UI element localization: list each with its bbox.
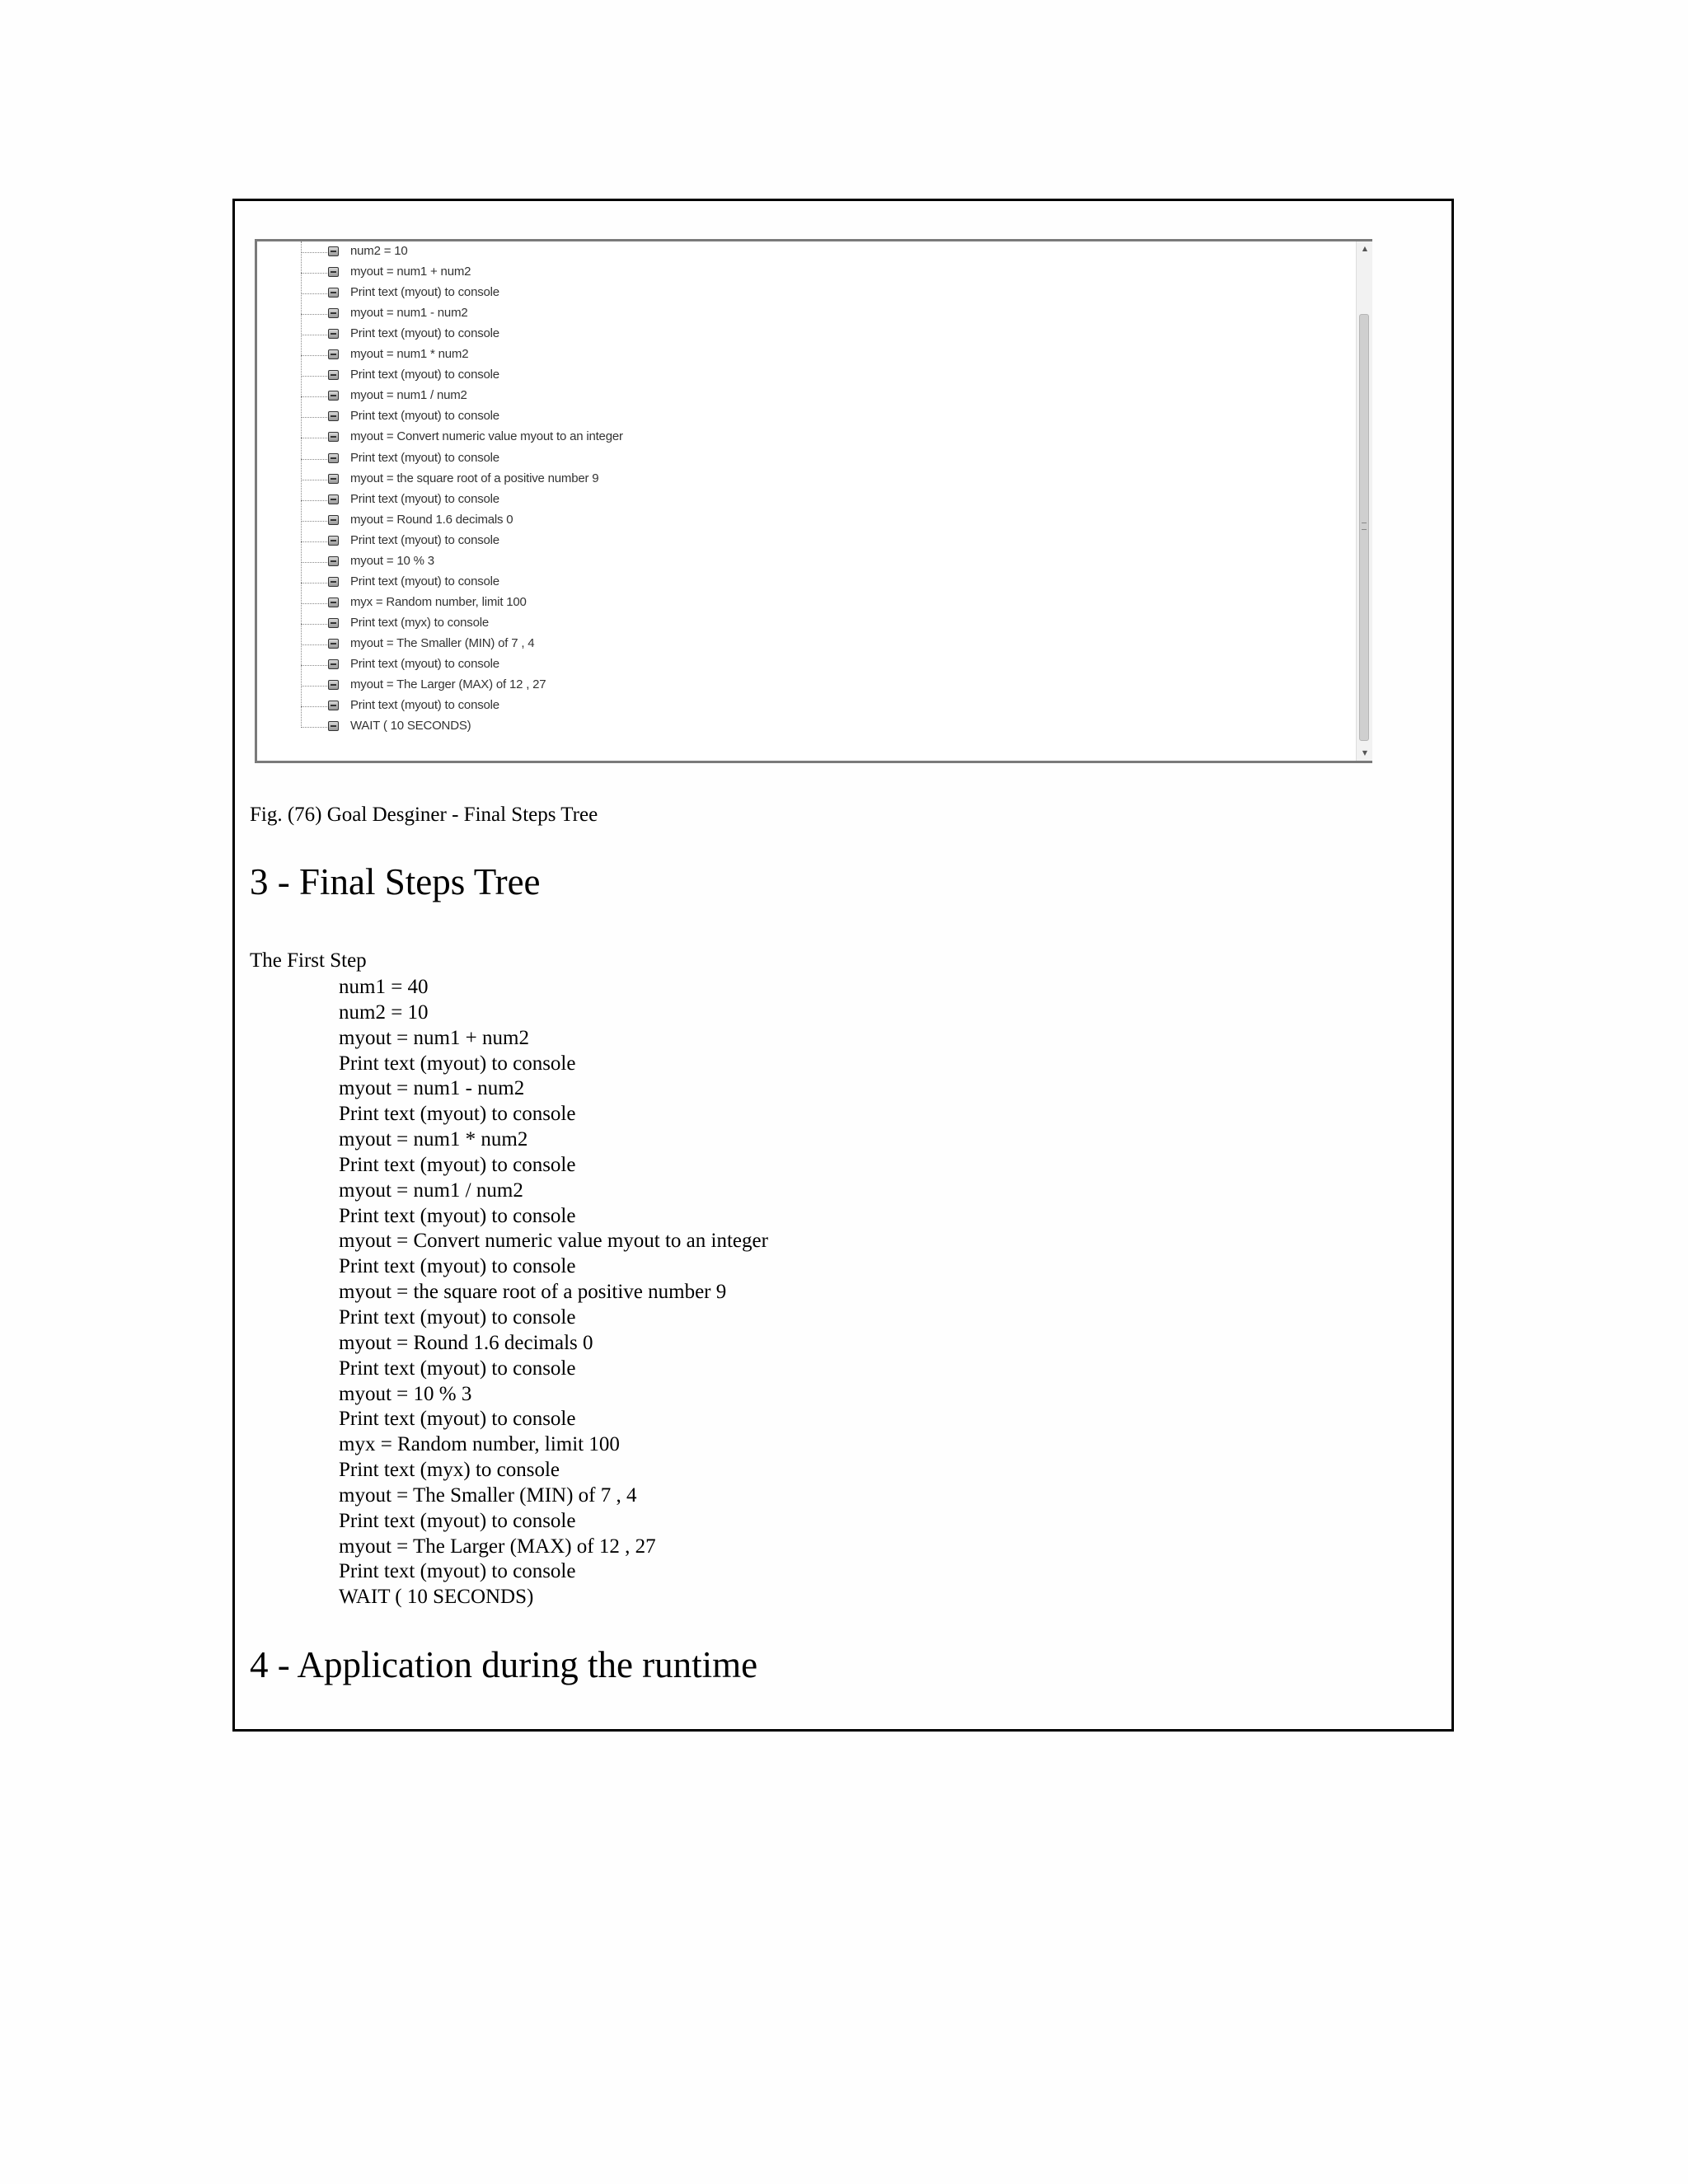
step-line: myout = Round 1.6 decimals 0 — [339, 1331, 593, 1354]
step-icon — [328, 411, 339, 421]
tree-item-label: myout = num1 - num2 — [350, 306, 468, 321]
tree-item-label: Print text (myout) to console — [350, 285, 499, 300]
step-icon — [328, 515, 339, 525]
tree-branch-line — [301, 644, 327, 645]
tree-item-label: myout = num1 * num2 — [350, 347, 469, 362]
tree-item-label: myout = Round 1.6 decimals 0 — [350, 512, 513, 527]
step-line: myout = num1 / num2 — [339, 1179, 523, 1202]
tree-item[interactable] — [257, 655, 1356, 676]
step-line: myout = num1 * num2 — [339, 1128, 528, 1151]
tree-item-label: myout = The Larger (MAX) of 12 , 27 — [350, 677, 546, 692]
step-icon — [328, 618, 339, 628]
tree-item[interactable] — [257, 635, 1356, 655]
tree-item-label: Print text (myout) to console — [350, 368, 499, 382]
step-icon — [328, 370, 339, 380]
step-icon — [328, 659, 339, 669]
tree-item[interactable] — [257, 717, 1356, 738]
step-line: myout = The Smaller (MIN) of 7 , 4 — [339, 1483, 637, 1507]
step-line: myx = Random number, limit 100 — [339, 1433, 620, 1456]
step-line: Print text (myx) to console — [339, 1459, 560, 1482]
step-icon — [328, 391, 339, 401]
step-line: myout = Convert numeric value myout to an integer — [339, 1230, 768, 1253]
step-line: myout = The Larger (MAX) of 12 , 27 — [339, 1535, 656, 1558]
tree-branch-line — [301, 541, 327, 542]
step-icon — [328, 432, 339, 442]
tree-branch-line — [301, 665, 327, 666]
step-icon — [328, 494, 339, 504]
step-line: myout = num1 + num2 — [339, 1026, 529, 1049]
tree-item-label: Print text (myout) to console — [350, 409, 499, 424]
tree-branch-line — [301, 252, 327, 253]
tree-branch-line — [301, 293, 327, 294]
step-line: num2 = 10 — [339, 1001, 429, 1024]
step-icon — [328, 577, 339, 587]
step-line: myout = 10 % 3 — [339, 1382, 472, 1405]
step-icon — [328, 308, 339, 318]
tree-item-label: Print text (myout) to console — [350, 532, 499, 547]
tree-item[interactable] — [257, 511, 1356, 532]
tree-branch-line — [301, 521, 327, 522]
tree-item-label: num2 = 10 — [350, 244, 408, 258]
tree-item[interactable] — [257, 263, 1356, 284]
tree-item-label: myout = num1 / num2 — [350, 388, 467, 403]
step-icon — [328, 556, 339, 566]
tree-branch-line — [301, 624, 327, 625]
scroll-down-icon[interactable]: ▼ — [1362, 749, 1368, 757]
step-icon — [328, 721, 339, 731]
tree-item-label: myout = Convert numeric value myout to an integer — [350, 429, 623, 444]
step-line: Print text (myout) to console — [339, 1052, 576, 1075]
tree-item[interactable] — [257, 304, 1356, 325]
step-icon — [328, 349, 339, 359]
tree-item-label: Print text (myout) to console — [350, 450, 499, 465]
tree-branch-line — [301, 417, 327, 418]
step-icon — [328, 536, 339, 546]
tree-item[interactable] — [257, 366, 1356, 387]
tree-branch-line — [301, 376, 327, 377]
tree-branch-line — [301, 686, 327, 687]
tree-item[interactable] — [257, 676, 1356, 696]
step-icon — [328, 639, 339, 649]
step-icon — [328, 288, 339, 298]
tree-item[interactable] — [257, 407, 1356, 428]
step-line: Print text (myout) to console — [339, 1305, 576, 1329]
tree-item[interactable] — [257, 325, 1356, 345]
tree-item-label: Print text (myout) to console — [350, 491, 499, 506]
first-step-title: The First Step — [250, 949, 367, 972]
tree-item[interactable] — [257, 428, 1356, 448]
tree-item[interactable] — [257, 696, 1356, 717]
step-line: num1 = 40 — [339, 976, 429, 998]
step-line: WAIT ( 10 SECONDS) — [339, 1586, 534, 1609]
tree-item-label: myout = the square root of a positive number 9 — [350, 471, 599, 485]
scroll-up-icon[interactable]: ▲ — [1362, 245, 1368, 252]
tree-branch-line — [301, 603, 327, 604]
section-3-heading: 3 - Final Steps Tree — [250, 861, 541, 902]
step-line: Print text (myout) to console — [339, 1255, 576, 1278]
step-line: Print text (myout) to console — [339, 1357, 576, 1380]
tree-item-label: WAIT ( 10 SECONDS) — [350, 719, 471, 733]
tree-branch-line — [301, 396, 327, 397]
tree-branch-line — [301, 706, 327, 707]
scrollbar-thumb[interactable] — [1359, 314, 1369, 741]
tree-item-label: Print text (myout) to console — [350, 698, 499, 713]
step-line: myout = the square root of a positive number 9 — [339, 1281, 727, 1304]
step-line: Print text (myout) to console — [339, 1204, 576, 1227]
steps-tree-panel — [255, 239, 1372, 763]
section-4-heading: 4 - Application during the runtime — [250, 1644, 758, 1685]
tree-item[interactable] — [257, 593, 1356, 614]
step-icon — [328, 680, 339, 690]
figure-caption: Fig. (76) Goal Desginer - Final Steps Tree — [250, 804, 598, 826]
step-line: Print text (myout) to console — [339, 1509, 576, 1532]
step-line: Print text (myout) to console — [339, 1560, 576, 1583]
tree-branch-line — [301, 273, 327, 274]
tree-item[interactable] — [257, 532, 1356, 552]
steps-tree — [257, 241, 1356, 761]
tree-item-label: myout = num1 + num2 — [350, 265, 471, 279]
scrollbar-grip — [1362, 523, 1367, 530]
steps-list — [339, 975, 768, 1610]
tree-item[interactable] — [257, 449, 1356, 470]
tree-item[interactable] — [257, 387, 1356, 407]
tree-item[interactable] — [257, 490, 1356, 511]
step-line: Print text (myout) to console — [339, 1103, 576, 1126]
tree-item-label: Print text (myout) to console — [350, 657, 499, 671]
step-icon — [328, 246, 339, 256]
tree-branch-line — [301, 500, 327, 501]
document-frame — [232, 199, 1454, 1732]
tree-scrollbar[interactable] — [1356, 241, 1372, 761]
step-icon — [328, 329, 339, 339]
tree-item[interactable] — [257, 552, 1356, 573]
tree-item[interactable] — [257, 470, 1356, 490]
tree-item[interactable] — [257, 573, 1356, 593]
tree-item[interactable] — [257, 242, 1356, 263]
tree-branch-line — [301, 562, 327, 563]
step-icon — [328, 267, 339, 277]
tree-item-label: myout = 10 % 3 — [350, 553, 434, 568]
tree-item-label: myx = Random number, limit 100 — [350, 594, 527, 609]
tree-branch-line — [301, 314, 327, 315]
step-icon — [328, 453, 339, 463]
tree-item[interactable] — [257, 614, 1356, 635]
tree-item-label: Print text (myout) to console — [350, 574, 499, 588]
tree-branch-line — [301, 727, 327, 728]
step-icon — [328, 474, 339, 484]
tree-branch-line — [301, 459, 327, 460]
step-line: myout = num1 - num2 — [339, 1077, 525, 1100]
step-icon — [328, 701, 339, 710]
tree-branch-line — [301, 355, 327, 356]
tree-item[interactable] — [257, 284, 1356, 304]
step-line: Print text (myout) to console — [339, 1408, 576, 1431]
tree-item[interactable] — [257, 345, 1356, 366]
step-icon — [328, 598, 339, 607]
step-line: Print text (myout) to console — [339, 1153, 576, 1176]
tree-item-label: Print text (myout) to console — [350, 326, 499, 341]
tree-item-label: Print text (myx) to console — [350, 615, 489, 630]
tree-item-label: myout = The Smaller (MIN) of 7 , 4 — [350, 635, 535, 650]
